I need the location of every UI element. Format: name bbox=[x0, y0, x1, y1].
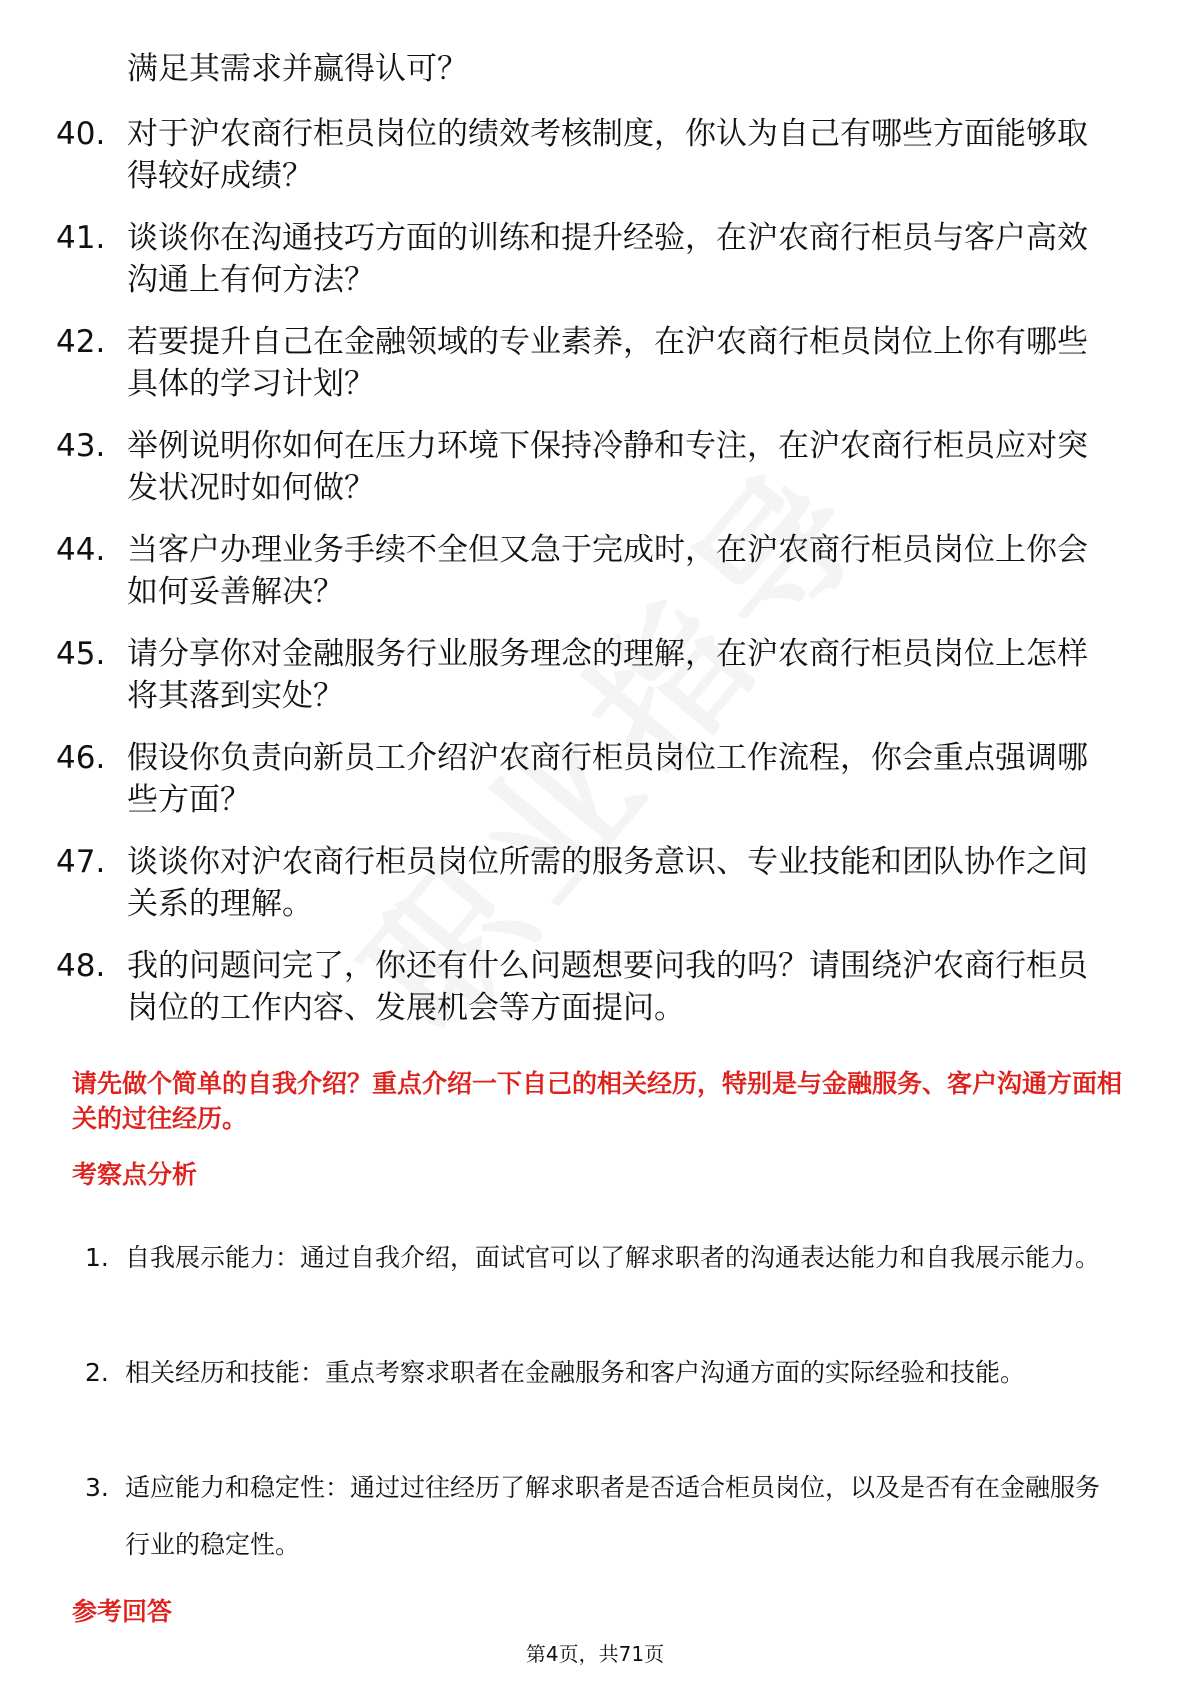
question-number: 43. bbox=[56, 428, 106, 464]
analysis-text: 适应能力和稳定性：通过过往经历了解求职者是否适合柜员岗位，以及是否有在金融服务行业的稳定性。 bbox=[125, 1473, 1101, 1559]
analysis-item bbox=[0, 1459, 1190, 1574]
question-number: 40. bbox=[56, 116, 106, 152]
question-text: 谈谈你在沟通技巧方面的训练和提升经验，在沪农商行柜员与客户高效沟通上有何方法？ bbox=[127, 220, 1088, 298]
question-item bbox=[0, 217, 1190, 321]
question-item bbox=[0, 841, 1190, 945]
question-text: 当客户办理业务手续不全但又急于完成时，在沪农商行柜员岗位上你会如何妥善解决？ bbox=[127, 532, 1088, 610]
question-list bbox=[0, 113, 1190, 1049]
analysis-text: 自我展示能力：通过自我介绍，面试官可以了解求职者的沟通表达能力和自我展示能力。 bbox=[125, 1243, 1101, 1272]
analysis-text: 相关经历和技能：重点考察求职者在金融服务和客户沟通方面的实际经验和技能。 bbox=[125, 1358, 1026, 1387]
question-number: 42. bbox=[56, 324, 106, 360]
analysis-item bbox=[0, 1229, 1190, 1344]
question-number: 46. bbox=[56, 740, 106, 776]
analysis-title: 考察点分析 bbox=[72, 1160, 198, 1189]
question-item bbox=[0, 737, 1190, 841]
question-number: 47. bbox=[56, 844, 106, 880]
highlight-question: 请先做个简单的自我介绍？重点介绍一下自己的相关经历，特别是与金融服务、客户沟通方面相关的过往经历。 bbox=[72, 1069, 1123, 1133]
question-text: 举例说明你如何在压力环境下保持冷静和专注，在沪农商行柜员应对突发状况时如何做？ bbox=[127, 428, 1088, 506]
analysis-number: 3. bbox=[85, 1473, 109, 1502]
page-footer: 第4页，共71页 bbox=[525, 1642, 665, 1666]
question-item bbox=[0, 633, 1190, 737]
question-text: 谈谈你对沪农商行柜员岗位所需的服务意识、专业技能和团队协作之间关系的理解。 bbox=[127, 844, 1088, 922]
analysis-item bbox=[0, 1344, 1190, 1459]
question-item bbox=[0, 425, 1190, 529]
analysis-number: 2. bbox=[85, 1358, 109, 1387]
question-number: 48. bbox=[56, 948, 106, 984]
question-number: 45. bbox=[56, 636, 106, 672]
question-number: 44. bbox=[56, 532, 106, 568]
question-text: 请分享你对金融服务行业服务理念的理解，在沪农商行柜员岗位上怎样将其落到实处？ bbox=[127, 636, 1088, 714]
analysis-number: 1. bbox=[85, 1243, 109, 1272]
question-text: 若要提升自己在金融领域的专业素养，在沪农商行柜员岗位上你有哪些具体的学习计划？ bbox=[127, 324, 1088, 402]
question-item bbox=[0, 945, 1190, 1049]
analysis-list bbox=[0, 1229, 1190, 1574]
question-text: 假设你负责向新员工介绍沪农商行柜员岗位工作流程，你会重点强调哪些方面？ bbox=[127, 740, 1088, 818]
question-item bbox=[0, 529, 1190, 633]
question-item bbox=[0, 113, 1190, 217]
question-continuation: 满足其需求并赢得认可？ bbox=[127, 51, 468, 87]
question-number: 41. bbox=[56, 220, 106, 256]
question-text: 对于沪农商行柜员岗位的绩效考核制度，你认为自己有哪些方面能够取得较好成绩？ bbox=[127, 116, 1088, 194]
question-text: 我的问题问完了，你还有什么问题想要问我的吗？请围绕沪农商行柜员岗位的工作内容、发展机会等方面提问。 bbox=[127, 948, 1088, 1026]
question-item bbox=[0, 321, 1190, 425]
reference-title: 参考回答 bbox=[72, 1597, 173, 1626]
